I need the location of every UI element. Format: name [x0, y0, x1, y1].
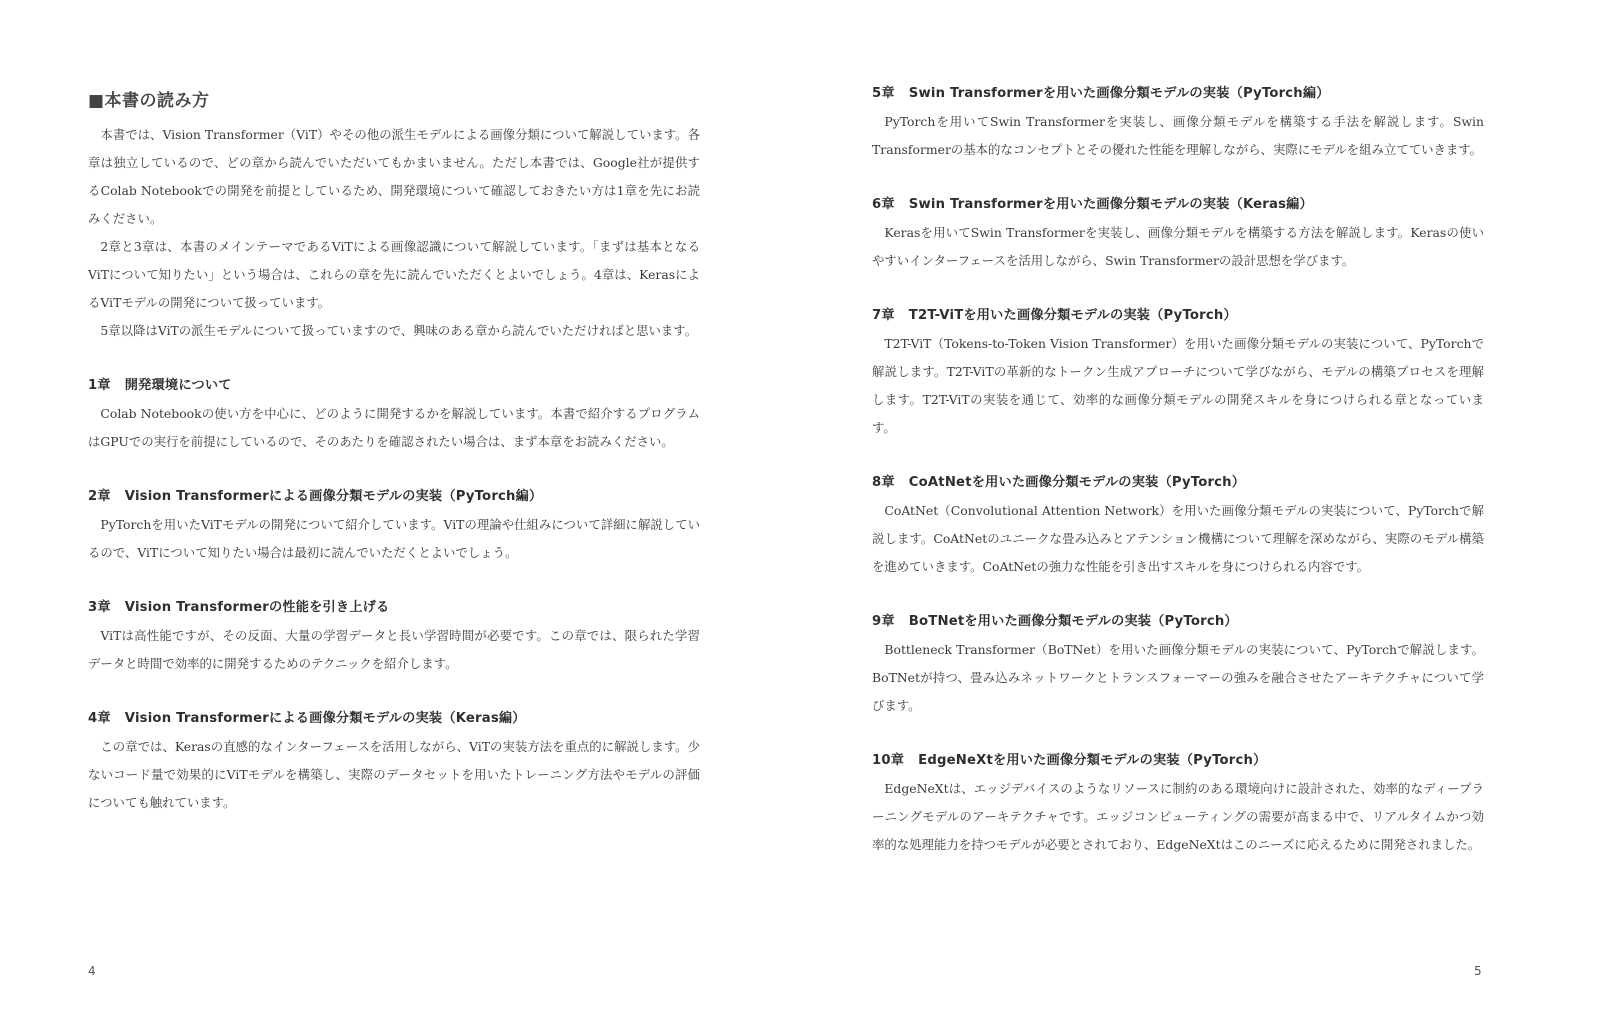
chapter-body: PyTorchを用いてSwin Transformerを実装し、画像分類モデルを構築する手法を解説します。Swin Transformerの基本的なコンセプトとその優れた性能を理解しながら、実際にモデルを組み立てていきます。 [872, 114, 1484, 157]
chapter-body: Kerasを用いてSwin Transformerを実装し、画像分類モデルを構築する方法を解説します。Kerasの使いやすいインターフェースを活用しながら、Swin Transformerの設計思想を学びます。 [872, 225, 1484, 268]
chapter-heading [872, 302, 1484, 330]
chapter-number: 2章 [88, 489, 111, 504]
chapter-number: 7章 [872, 308, 895, 323]
chapter-number: 10章 [872, 753, 905, 768]
chapter-section [872, 302, 1484, 442]
chapter-title: Vision Transformerの性能を引き上げる [124, 600, 390, 615]
chapter-section [872, 80, 1484, 164]
chapter-heading [872, 747, 1484, 775]
chapter-title: EdgeNeXtを用いた画像分類モデルの実装（PyTorch） [918, 753, 1267, 768]
chapter-section [88, 594, 700, 678]
chapter-title: Vision Transformerによる画像分類モデルの実装（Keras編） [124, 711, 526, 726]
chapter-heading [88, 594, 700, 622]
chapter-body: Bottleneck Transformer（BoTNet）を用いた画像分類モデルの実装について、PyTorchで解説します。BoTNetが持つ、畳み込みネットワークとトランスフォーマーの強みを融合させたアーキテクチャについて学びます。 [872, 642, 1484, 713]
chapter-body: PyTorchを用いたViTモデルの開発について紹介しています。ViTの理論や仕組みについて詳細に解説しているので、ViTについて知りたい場合は最初に読んでいただくとよいでしょう。 [88, 517, 700, 560]
intro-paragraph: 5章以降はViTの派生モデルについて扱っていますので、興味のある章から読んでいただければと思います。 [100, 323, 698, 338]
chapter-body: CoAtNet（Convolutional Attention Network）を用いた画像分類モデルの実装について、PyTorchで解説します。CoAtNetのユニークな畳み込みとアテンション機構について理解を深めながら、実際のモデル構築を進めていきます。CoAtNetの強力な性能を引き出すスキルを身につけられる内容です。 [872, 503, 1484, 574]
chapter-title: CoAtNetを用いた画像分類モデルの実装（PyTorch） [908, 475, 1246, 490]
chapter-heading [872, 608, 1484, 636]
chapter-body: T2T-ViT（Tokens-to-Token Vision Transformer）を用いた画像分類モデルの実装について、PyTorchで解説します。T2T-ViTの革新的なトークン生成アプローチについて学びながら、モデルの構築プロセスを理解します。T2T-ViTの実装を通じて、効率的な画像分類モデルの開発スキルを身につけられる章となっています。 [872, 336, 1484, 435]
chapter-heading [88, 483, 700, 511]
chapter-title: Swin Transformerを用いた画像分類モデルの実装（Keras編） [908, 197, 1313, 212]
intro-paragraph: 本書では、Vision Transformer（ViT）やその他の派生モデルによる画像分類について解説しています。各章は独立しているので、どの章から読んでいただいてもかまいません。ただし本書では、Google社が提供するColab Notebookでの開発を前提としているため、開発環境について確認しておきたい方は1章を先にお読みください。 [88, 127, 700, 226]
chapter-title: Vision Transformerによる画像分類モデルの実装（PyTorch編） [124, 489, 543, 504]
chapter-heading [88, 372, 700, 400]
page-title: ■本書の読み方 [88, 91, 210, 111]
chapter-section [88, 705, 700, 817]
chapter-number: 3章 [88, 600, 111, 615]
chapter-number: 9章 [872, 614, 895, 629]
chapter-number: 6章 [872, 197, 895, 212]
chapter-number: 5章 [872, 86, 895, 101]
chapter-heading [872, 80, 1484, 108]
right-page [800, 0, 1600, 1033]
chapter-number: 1章 [88, 378, 111, 393]
chapter-title: BoTNetを用いた画像分類モデルの実装（PyTorch） [908, 614, 1238, 629]
page-number: 5 [1474, 964, 1482, 978]
right-column [872, 80, 1484, 859]
chapter-heading [872, 191, 1484, 219]
chapter-section [872, 608, 1484, 720]
chapter-section [872, 747, 1484, 859]
chapter-body: EdgeNeXtは、エッジデバイスのようなリソースに制約のある環境向けに設計された、効率的なディープラーニングモデルのアーキテクチャです。エッジコンピューティングの需要が高まる中で、リアルタイムかつ効率的な処理能力を持つモデルが必要とされており、EdgeNeXtはこのニーズに応えるために開発されました。 [872, 781, 1484, 852]
chapter-section [872, 191, 1484, 275]
intro [88, 121, 700, 345]
left-column [88, 80, 700, 817]
chapter-body: ViTは高性能ですが、その反面、大量の学習データと長い学習時間が必要です。この章では、限られた学習データと時間で効率的に開発するためのテクニックを紹介します。 [88, 628, 700, 671]
chapter-title: 開発環境について [124, 378, 232, 393]
chapter-section [872, 469, 1484, 581]
chapter-title: Swin Transformerを用いた画像分類モデルの実装（PyTorch編） [908, 86, 1330, 101]
chapter-body: この章では、Kerasの直感的なインターフェースを活用しながら、ViTの実装方法を重点的に解説します。少ないコード量で効果的にViTモデルを構築し、実際のデータセットを用いたトレーニング方法やモデルの評価についても触れています。 [88, 739, 700, 810]
chapter-heading [88, 705, 700, 733]
chapter-heading [872, 469, 1484, 497]
chapter-title: T2T-ViTを用いた画像分類モデルの実装（PyTorch） [908, 308, 1237, 323]
chapter-section [88, 372, 700, 456]
chapter-section [88, 483, 700, 567]
chapter-body: Colab Notebookの使い方を中心に、どのように開発するかを解説しています。本書で紹介するプログラムはGPUでの実行を前提にしているので、そのあたりを確認されたい場合は、まず本章をお読みください。 [88, 406, 700, 449]
chapter-number: 4章 [88, 711, 111, 726]
intro-paragraph: 2章と3章は、本書のメインテーマであるViTによる画像認識について解説しています。「まずは基本となるViTについて知りたい」という場合は、これらの章を先に読んでいただくとよいでしょう。4章は、KerasによるViTモデルの開発について扱っています。 [88, 239, 700, 310]
chapter-number: 8章 [872, 475, 895, 490]
page-number: 4 [88, 964, 96, 978]
